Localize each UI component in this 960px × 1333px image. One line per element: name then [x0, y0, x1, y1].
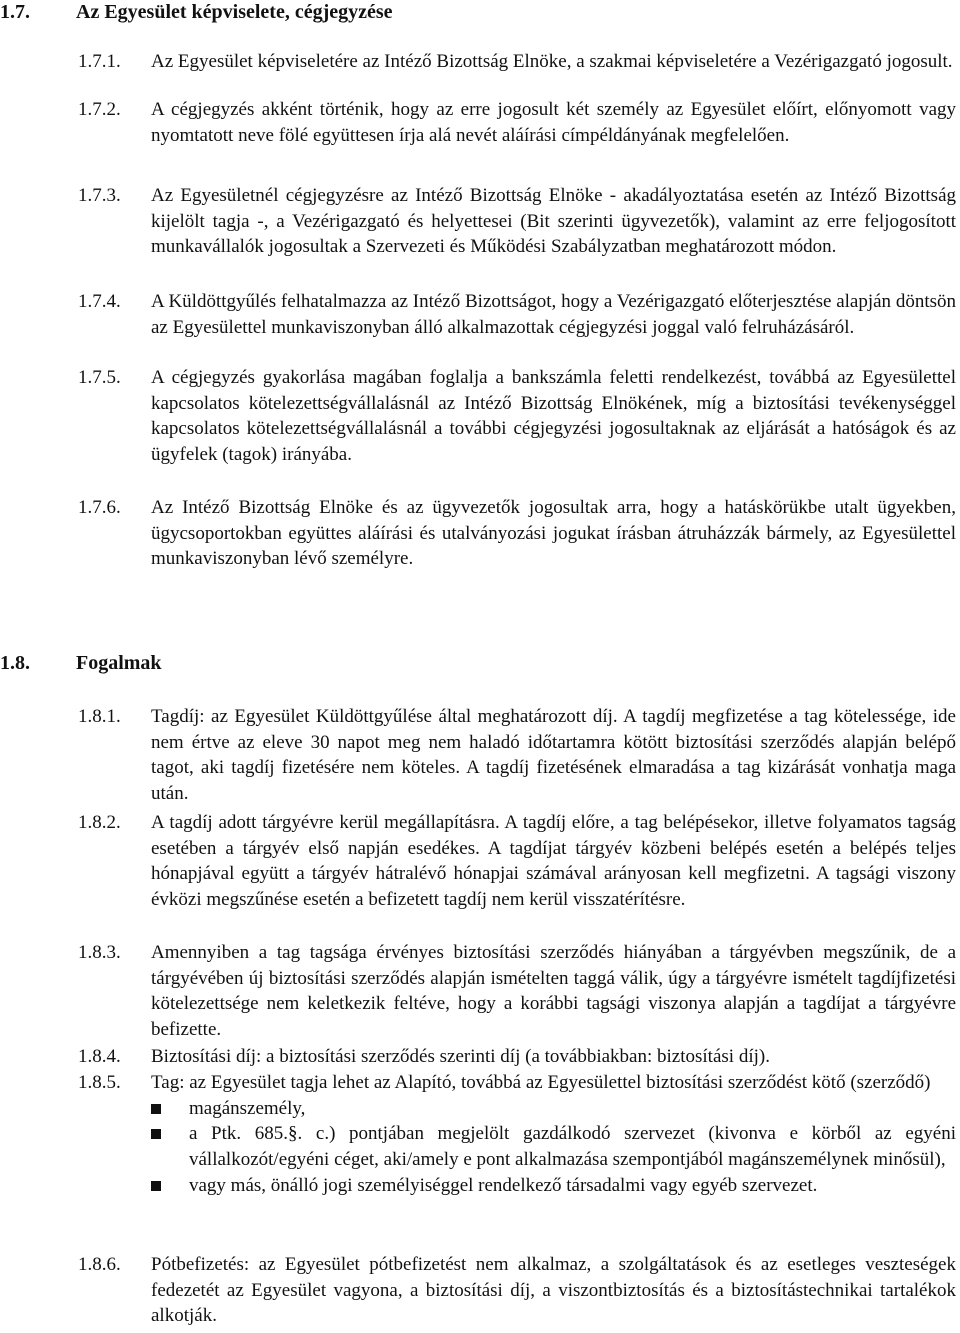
- clause-1-7-4: [78, 289, 956, 340]
- section-title: Az Egyesület képviselete, cégjegyzése: [76, 1, 393, 23]
- clause-1-7-2: [78, 97, 956, 148]
- section-number: 1.8.: [0, 652, 30, 674]
- clause-1-7-3: [78, 183, 956, 260]
- clause-number: 1.7.2.: [78, 99, 121, 120]
- clause-number: 1.7.4.: [78, 291, 121, 312]
- member-type-list: [151, 1096, 956, 1199]
- clause-1-8-4: [78, 1044, 956, 1070]
- clause-number: 1.8.1.: [78, 706, 121, 727]
- clause-number: 1.8.6.: [78, 1254, 121, 1275]
- clause-1-8-3: [78, 940, 956, 1043]
- clause-text: Amennyiben a tag tagsága érvényes biztosítási szerződés hiányában a tárgyévben megszűnik, de a tárgyévében új biztosítási szerződés alapján ismételten taggá válik, úgy a tárgyévre ismételt tagdíjfizetési kötelezettsége nem keletkezik feltéve, hogy a korábbi tagsági viszonya alapján a tagdíjat a tárgyévre befizette.: [151, 942, 956, 1041]
- clause-1-8-1: [78, 704, 956, 807]
- clause-1-7-6: [78, 495, 956, 572]
- clause-number: 1.7.5.: [78, 367, 121, 388]
- clause-text: Biztosítási díj: a biztosítási szerződés szerinti díj (a továbbiakban: biztosítási díj).: [151, 1046, 770, 1067]
- section-heading-1-7: [0, 0, 393, 24]
- clause-1-8-6: [78, 1252, 956, 1329]
- square-bullet-icon: [151, 1104, 161, 1114]
- list-item: [151, 1096, 956, 1122]
- clause-text: [151, 1070, 956, 1199]
- clause-1-7-1: [78, 49, 956, 75]
- list-item: [151, 1121, 956, 1172]
- list-item-text: a Ptk. 685.§. c.) pontjában megjelölt gazdálkodó szervezet (kivonva e körből az egyéni vállalkozót/egyéni céget, aki/amely e pont alkalmazása szempontjából magánszemélynek minősül),: [189, 1123, 956, 1171]
- section-title: Fogalmak: [76, 652, 162, 674]
- clause-number: 1.8.3.: [78, 942, 121, 963]
- clause-text: A tagdíj adott tárgyévre kerül megállapításra. A tagdíj előre, a tag belépésekor, illetve folyamatos tagság esetében a tárgyév első napján esedékes. A tagdíjat tárgyév közbeni belépés esetén a belépés teljes hónapjával együtt a tárgyév hátralévő hónapjai számával arányosan kell megfizetni. A tagsági viszony évközi megszűnése esetén a befizetett tagdíj nem kerül visszatérítésre.: [151, 812, 956, 911]
- clause-text: A cégjegyzés gyakorlása magában foglalja a bankszámla feletti rendelkezést, továbbá az Egyesülettel kapcsolatos kötelezettségvállalásnál az Intéző Bizottság Elnökének, míg a biztosítási tevékenységgel kapcsolatos kötelezettségvállalásnál a további cégjegyzési jogosultaknak az eljárását a hatóságok és az ügyfelek (tagok) irányába.: [151, 367, 956, 466]
- square-bullet-icon: [151, 1129, 161, 1139]
- clause-1-7-5: [78, 365, 956, 468]
- section-heading-1-8: [0, 651, 162, 675]
- clause-number: 1.7.3.: [78, 185, 121, 206]
- clause-number: 1.7.1.: [78, 51, 121, 72]
- clause-text: Pótbefizetés: az Egyesület pótbefizetést nem alkalmaz, a szolgáltatások és az esetleges veszteségek fedezetét az Egyesület vagyona, a biztosítási díj, a viszontbiztosítás és a biztosítástechnikai tartalékok alkotják.: [151, 1254, 956, 1327]
- clause-1-8-5: [78, 1070, 956, 1199]
- square-bullet-icon: [151, 1181, 161, 1191]
- clause-intro: Tag: az Egyesület tagja lehet az Alapító, továbbá az Egyesülettel biztosítási szerződést kötő (szerződő): [151, 1072, 931, 1093]
- list-item-text: vagy más, önálló jogi személyiséggel rendelkező társadalmi vagy egyéb szervezet.: [189, 1174, 818, 1196]
- list-item: [151, 1173, 956, 1199]
- clause-text: Tagdíj: az Egyesület Küldöttgyűlése által meghatározott díj. A tagdíj megfizetése a tag kötelessége, ide nem értve az eleve 30 napot meg nem haladó időtartamra kötött biztosítási szerződés alapján belépő tagot, aki tagdíj fizetésére nem köteles. A tagdíj fizetésének elmaradása a tag kizárását vonhatja maga után.: [151, 706, 956, 805]
- clause-number: 1.8.2.: [78, 812, 121, 833]
- clause-number: 1.8.5.: [78, 1072, 121, 1093]
- clause-text: Az Intéző Bizottság Elnöke és az ügyvezetők jogosultak arra, hogy a hatáskörükbe utalt ügyekben, ügycsoportokban együttes aláírási és utalványozási jogukat írásban átruházzák bármely, az Egyesülettel munkaviszonyban lévő személyre.: [151, 497, 956, 570]
- clause-text: Az Egyesületnél cégjegyzésre az Intéző Bizottság Elnöke - akadályoztatása esetén az Intéző Bizottság kijelölt tagja -, a Vezérigazgató és helyettesei (Bit szerinti ügyvezetők), valamint az erre feljogosított munkavállalók jogosultak a Szervezeti és Működési Szabályzatban meghatározott módon.: [151, 185, 956, 258]
- list-item-text: magánszemély,: [189, 1097, 306, 1119]
- clause-text: Az Egyesület képviseletére az Intéző Bizottság Elnöke, a szakmai képviseletére a Vezérigazgató jogosult.: [151, 51, 953, 72]
- clause-text: A Küldöttgyűlés felhatalmazza az Intéző Bizottságot, hogy a Vezérigazgató előterjesztése alapján döntsön az Egyesülettel munkaviszonyban álló alkalmazottak cégjegyzési joggal való felruházásáról.: [151, 291, 956, 338]
- clause-1-8-2: [78, 810, 956, 913]
- section-number: 1.7.: [0, 1, 30, 23]
- clause-number: 1.8.4.: [78, 1046, 121, 1067]
- clause-number: 1.7.6.: [78, 497, 121, 518]
- clause-text: A cégjegyzés akként történik, hogy az erre jogosult két személy az Egyesület előírt, előnyomott vagy nyomtatott neve fölé együttesen írja alá nevét aláírási címpéldányának megfelelően.: [151, 99, 956, 146]
